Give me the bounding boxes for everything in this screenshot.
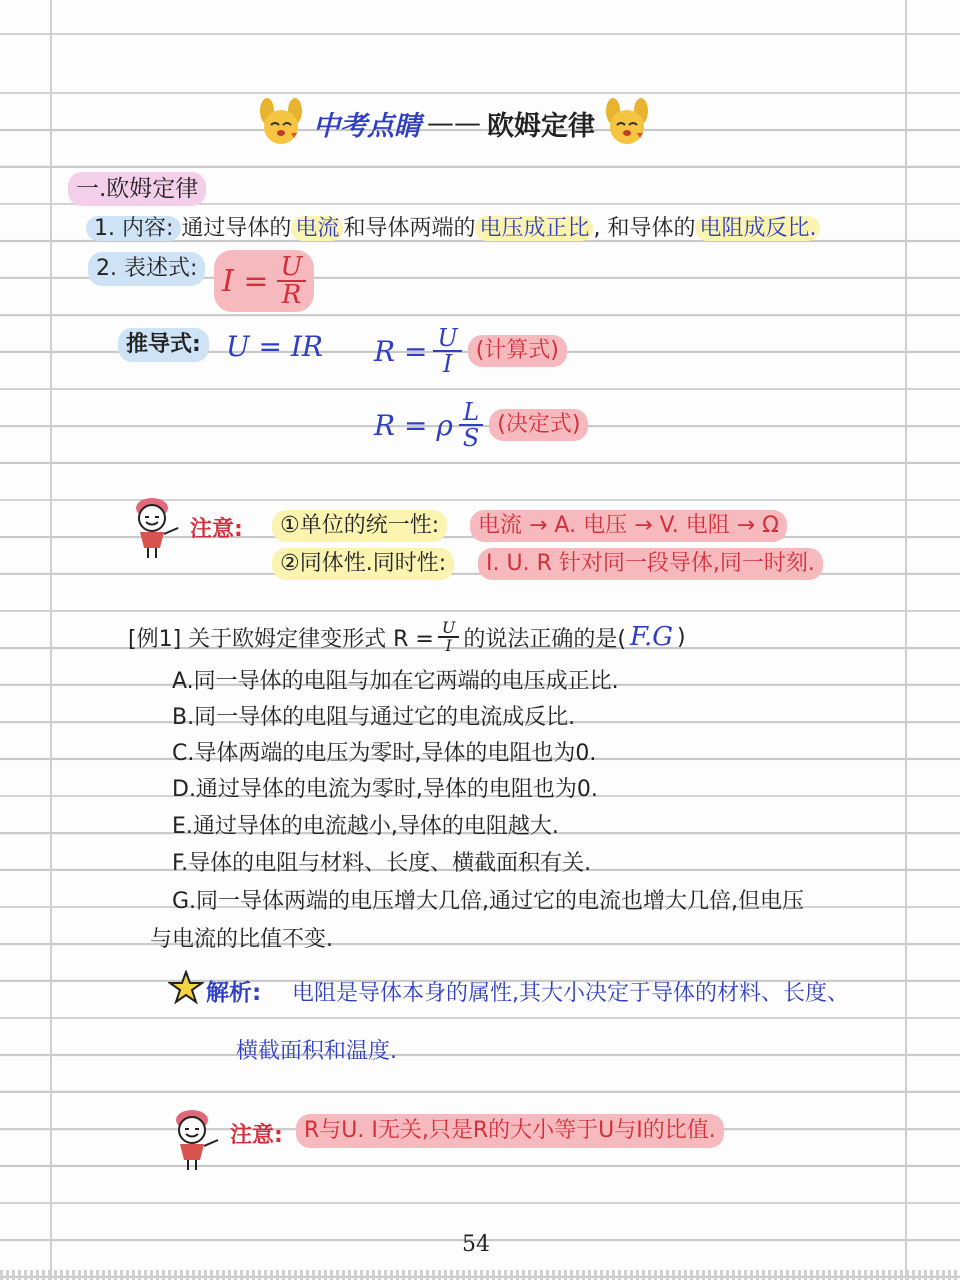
analysis-line-1: 电阻是导体本身的属性,其大小决定于导体的材料、长度、 [292, 981, 849, 1006]
option-g-continued: 与电流的比值不变. [150, 927, 333, 952]
page-title: 中考点睛 [313, 110, 421, 142]
content-text-3: , 和导体的 [593, 216, 696, 241]
bunny-emoji-icon [601, 97, 653, 149]
star-icon [168, 970, 204, 1006]
ohm-formula [214, 250, 314, 312]
note2-text: R与U. I无关,只是R的大小等于U与I的比值. [296, 1114, 724, 1148]
girl-doodle-icon [126, 494, 184, 562]
decision-note: (决定式) [489, 409, 588, 441]
expression-label: 2. 表述式: [88, 252, 205, 286]
note2-label: 注意: [230, 1123, 283, 1148]
derive-formula-3: R = ρ $\frac{L}{S}$ (决定式) [374, 400, 588, 450]
girl-doodle-icon [166, 1106, 224, 1174]
title-dash: —— [427, 107, 481, 139]
content-text-2: 和导体两端的 [343, 216, 476, 241]
current-term: 电流 [291, 216, 343, 241]
derive-label: 推导式: [118, 328, 209, 362]
example-stem-prefix: [例1] 关于欧姆定律变形式 R = [128, 626, 434, 652]
page-edge [0, 1270, 960, 1280]
example-stem [128, 620, 686, 654]
note1-label: 注意: [190, 517, 243, 542]
header [255, 98, 653, 148]
analysis-line-2: 横截面积和温度. [236, 1039, 397, 1064]
note1-item1-detail: 电流 → A. 电压 → V. 电阻 → Ω [470, 510, 787, 542]
example-close: ) [676, 624, 686, 650]
section-heading: 一.欧姆定律 [68, 172, 206, 206]
content-label: 1. 内容: [86, 216, 181, 241]
note1-item2-detail: I. U. R 针对同一段导体,同一时刻. [478, 548, 823, 580]
option-d: D.通过导体的电流为零时,导体的电阻也为0. [172, 777, 598, 802]
resistance-inverse: 电阻成反比. [695, 216, 820, 241]
calc-note: (计算式) [468, 335, 567, 367]
voltage-proportional: 电压成正比 [475, 216, 593, 241]
page-subtitle: 欧姆定律 [487, 110, 595, 142]
option-g: G.同一导体两端的电压增大几倍,通过它的电流也增大几倍,但电压 [172, 889, 805, 914]
derive-formula-1: U = IR [226, 330, 324, 363]
option-c: C.导体两端的电压为零时,导体的电阻也为0. [172, 741, 597, 766]
option-b: B.同一导体的电阻与通过它的电流成反比. [172, 705, 576, 730]
example-answer: F.G [629, 622, 673, 652]
ohm-fraction: $\frac{U}{R}$ [277, 254, 307, 308]
page-number: 54 [462, 1232, 490, 1257]
left-margin-line [50, 0, 52, 1280]
note1-item1: ①单位的统一性: [272, 510, 447, 542]
example-fraction: $\frac{U}{I}$ [438, 620, 459, 654]
derive-formula-2: R = $\frac{U}{I}$ (计算式) [374, 326, 567, 376]
right-margin-line [905, 0, 907, 1280]
analysis-label: 解析: [206, 980, 262, 1006]
content-text-1: 通过导体的 [181, 216, 292, 241]
option-a: A.同一导体的电阻与加在它两端的电压成正比. [172, 669, 619, 694]
content-line [86, 212, 820, 246]
option-e: E.通过导体的电流越小,导体的电阻越大. [172, 814, 559, 839]
example-stem-suffix: 的说法正确的是( [463, 626, 626, 652]
note1-item2: ②同体性.同时性: [272, 548, 454, 580]
ohm-lhs: I = [222, 263, 269, 299]
bunny-emoji-icon [255, 97, 307, 149]
option-f: F.导体的电阻与材料、长度、横截面积有关. [172, 851, 592, 876]
